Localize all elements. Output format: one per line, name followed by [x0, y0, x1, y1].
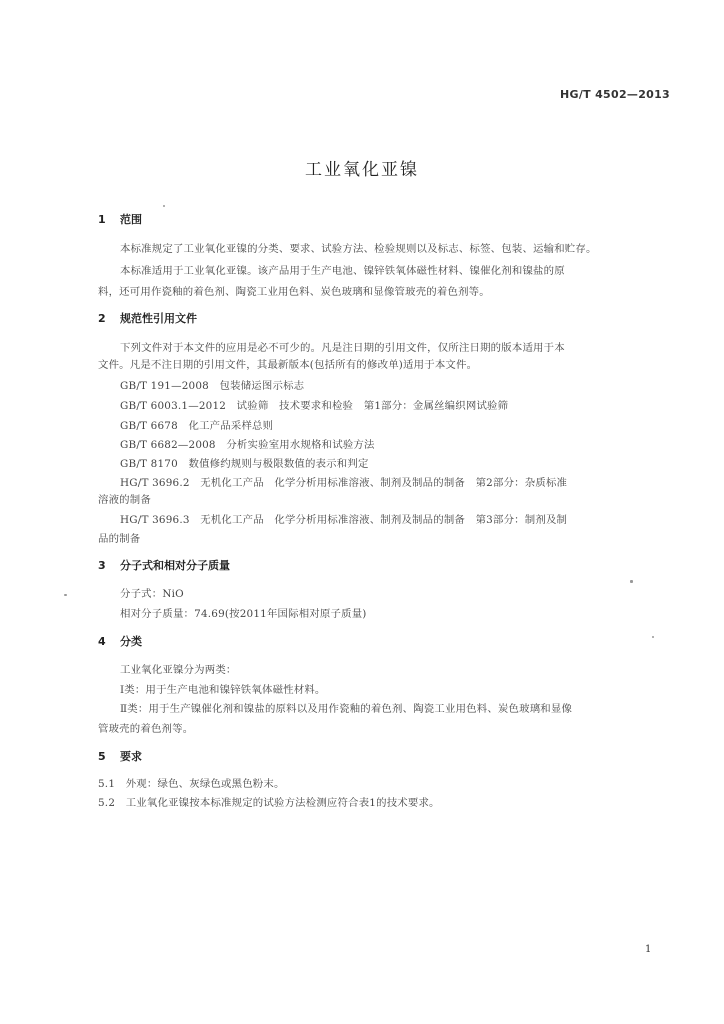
paragraph-line: 相对分子质量：74.69(按2011年国际相对原子质量) [120, 608, 367, 620]
reference-item: HG/T 3696.3 无机化工产品 化学分析用标准溶液、制剂及制品的制备 第3部分：制剂及制 [120, 514, 568, 526]
paragraph-line: 工业氧化亚镍分为两类： [120, 664, 237, 676]
section-heading-formula [98, 557, 230, 573]
section-title: 规范性引用文件 [120, 312, 197, 325]
section-number: 1 [98, 213, 106, 226]
paragraph-line: 料，还可用作瓷釉的着色剂、陶瓷工业用色料、炭色玻璃和显像管玻壳的着色剂等。 [98, 286, 490, 298]
section-number: 4 [98, 635, 106, 648]
paragraph-line: 本标准规定了工业氧化亚镍的分类、要求、试验方法、检验规则以及标志、标签、包装、运输和贮存。 [120, 243, 597, 255]
section-title: 范围 [120, 213, 142, 226]
paragraph-line: 管玻壳的着色剂等。 [98, 723, 194, 735]
section-heading-normative-references [98, 310, 197, 326]
page-number: 1 [645, 944, 652, 955]
reference-item: GB/T 6003.1—2012 试验筛 技术要求和检验 第1部分：金属丝编织网试验筛 [120, 400, 509, 412]
scan-speck [630, 580, 633, 583]
section-heading-classification [98, 633, 142, 649]
reference-item-continuation: 溶液的制备 [98, 494, 151, 506]
scan-speck [163, 205, 165, 207]
section-heading-requirements [98, 748, 142, 764]
section-number: 2 [98, 312, 106, 325]
paragraph-line: 5.2 工业氧化亚镍按本标准规定的试验方法检测应符合表1的技术要求。 [98, 797, 440, 809]
reference-item: HG/T 3696.2 无机化工产品 化学分析用标准溶液、制剂及制品的制备 第2部分：杂质标准 [120, 477, 568, 489]
reference-item: GB/T 8170 数值修约规则与极限数值的表示和判定 [120, 458, 369, 470]
paragraph-line: 下列文件对于本文件的应用是必不可少的。凡是注日期的引用文件，仅所注日期的版本适用于本 [120, 342, 565, 354]
scan-speck [64, 594, 67, 596]
reference-item-continuation: 品的制备 [98, 533, 141, 545]
paragraph-line: Ⅰ类：用于生产电池和镍锌铁氧体磁性材料。 [120, 684, 326, 696]
section-title: 要求 [120, 750, 142, 763]
paragraph-line: Ⅱ类：用于生产镍催化剂和镍盐的原料以及用作瓷釉的着色剂、陶瓷工业用色料、炭色玻璃和显像 [120, 703, 573, 715]
paragraph-line: 分子式：NiO [120, 588, 184, 600]
standard-number: HG/T 4502—2013 [560, 88, 671, 101]
scan-speck [652, 636, 654, 638]
reference-item: GB/T 6678 化工产品采样总则 [120, 420, 274, 432]
paragraph-line: 文件。凡是不注日期的引用文件，其最新版本(包括所有的修改单)适用于本文件。 [98, 359, 478, 371]
section-title: 分子式和相对分子质量 [120, 559, 230, 572]
section-title: 分类 [120, 635, 142, 648]
section-number: 3 [98, 559, 106, 572]
section-number: 5 [98, 750, 106, 763]
reference-item: GB/T 6682—2008 分析实验室用水规格和试验方法 [120, 439, 375, 451]
section-heading-scope [98, 211, 142, 227]
reference-item: GB/T 191—2008 包装储运图示标志 [120, 380, 305, 392]
paragraph-line: 本标准适用于工业氧化亚镍。该产品用于生产电池、镍锌铁氧体磁性材料、镍催化剂和镍盐的原 [120, 265, 565, 277]
document-title: 工业氧化亚镍 [305, 160, 419, 180]
paragraph-line: 5.1 外观：绿色、灰绿色或黑色粉末。 [98, 778, 285, 790]
